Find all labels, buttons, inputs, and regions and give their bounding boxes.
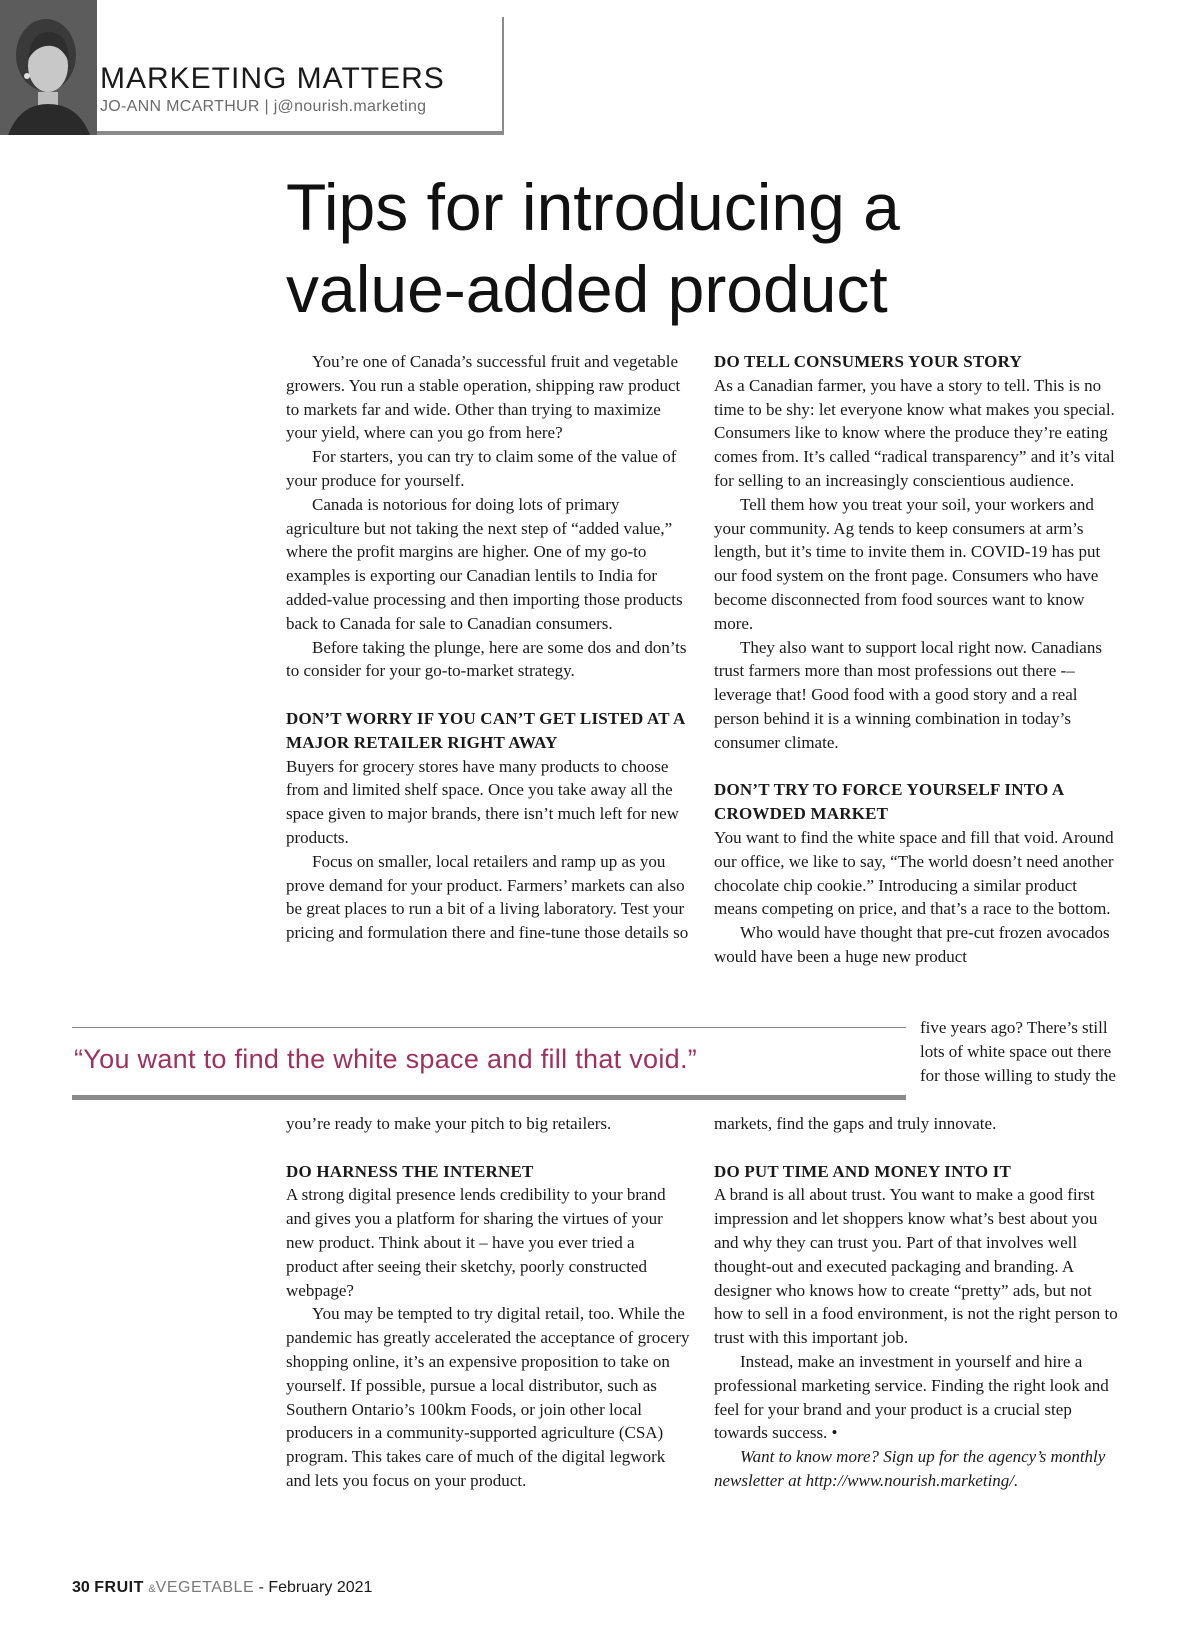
section-heading-internet: DO HARNESS THE INTERNET (286, 1161, 534, 1181)
header-divider-vertical (502, 17, 504, 133)
section4-continuation: markets, find the gaps and truly innovate. (714, 1114, 997, 1133)
closing-note: Want to know more? Sign up for the agency’s monthly newsletter at http://www.nourish.marketing/. (714, 1447, 1106, 1490)
magazine-name-ampersand: & (148, 1583, 156, 1595)
right-column-upper (714, 350, 1118, 969)
column-title: MARKETING MATTERS (100, 62, 445, 95)
headline-line-1: Tips for introducing a (286, 170, 900, 244)
section-heading-time-money: DO PUT TIME AND MONEY INTO IT (714, 1161, 1012, 1181)
pull-quote-top-rule (72, 1027, 906, 1028)
section-heading-crowded-market: DON’T TRY TO FORCE YOURSELF INTO A CROWDED MARKET (714, 780, 1064, 824)
section3-paragraph-3: They also want to support local right now. Canadians trust farmers more than most professions out there -– leverage that! Good food with a good story and a real person behind it is a winning combination in today’s consumer climate. (714, 637, 1102, 752)
page-footer (72, 1579, 372, 1597)
section1-continuation: you’re ready to make your pitch to big retailers. (286, 1114, 612, 1133)
magazine-name-fruit: FRUIT (94, 1579, 144, 1596)
author-photo (0, 0, 97, 135)
section2-paragraph-2: You may be tempted to try digital retail, too. While the pandemic has greatly accelerated the acceptance of grocery shopping online, it’s an expensive proposition to take on yourself. If possible, pursue a local distributor, such as Southern Ontario’s 100km Foods, or join other local producers in a community-supported agriculture (CSA) program. This takes care of much of the digital legwork and lets you focus on your product. (286, 1304, 690, 1490)
section4-wrap-text: five years ago? There’s still lots of white space out there for those willing to study the (920, 1018, 1116, 1085)
left-column-upper (286, 350, 690, 945)
column-header (100, 64, 500, 116)
issue-date: - February 2021 (258, 1579, 373, 1596)
intro-paragraph-4: Before taking the plunge, here are some dos and don’ts to consider for your go-to-market strategy. (286, 637, 687, 681)
magazine-name-vegetable: VEGETABLE (155, 1579, 255, 1596)
pull-quote: “You want to find the white space and fill that void.” (74, 1044, 698, 1074)
section4-paragraph-2: Who would have thought that pre-cut frozen avocados would have been a huge new product (714, 923, 1110, 966)
article-headline (286, 166, 1146, 330)
headline-line-2: value-added product (286, 252, 888, 326)
page-number: 30 (72, 1579, 90, 1596)
section5-paragraph-2: Instead, make an investment in yourself and hire a professional marketing service. Finding the right look and feel for your brand and your product is a crucial step towards success. • (714, 1351, 1109, 1443)
section5-paragraph-1: A brand is all about trust. You want to make a good first impression and let shoppers know what’s best about you and why they can trust you. Part of that involves well thought-out and executed packaging and branding. A designer who knows how to create “pretty” ads, but not how to sell in a food environment, is not the right person to trust with this important job. (714, 1185, 1118, 1348)
pull-quote-bottom-rule (72, 1095, 906, 1100)
intro-paragraph-2: For starters, you can try to claim some of the value of your produce for yourself. (286, 447, 677, 490)
intro-paragraph-1: You’re one of Canada’s successful fruit and vegetable growers. You run a stable operation, shipping raw product to markets far and wide. Other than trying to maximize your yield, where can you go from here? (286, 352, 681, 443)
left-column-lower (286, 1112, 690, 1493)
section1-paragraph-1: Buyers for grocery stores have many products to choose from and limited shelf space. Once you take away all the space given to major brands, there isn’t much left for new products. (286, 756, 679, 847)
section2-paragraph-1: A strong digital presence lends credibility to your brand and gives you a platform for sharing the virtues of your new product. Think about it – have you ever tried a product after seeing their sketchy, poorly constructed webpage? (286, 1185, 666, 1300)
section1-paragraph-2: Focus on smaller, local retailers and ramp up as you prove demand for your product. Farmers’ markets can also be great places to run a bit of a living laboratory. Test your pricing and formulation there and fine-tune those details so (286, 851, 689, 943)
section3-paragraph-1: As a Canadian farmer, you have a story to tell. This is no time to be shy: let everyone know what makes you special. Consumers like to know where the produce they’re eating comes from. It’s called “radical transparency” and it’s vital for selling to an increasingly conscientious audience. (714, 375, 1115, 490)
section-heading-dont-worry: DON’T WORRY IF YOU CAN’T GET LISTED AT A MAJOR RETAILER RIGHT AWAY (286, 708, 685, 752)
intro-paragraph-3: Canada is notorious for doing lots of primary agriculture but not taking the next step of “added value,” where the profit margins are higher. One of my go-to examples is exporting our Canadian lentils to India for added-value processing and then importing those products back to Canada for sale to Canadian consumers. (286, 494, 683, 633)
section3-paragraph-2: Tell them how you treat your soil, your workers and your community. Ag tends to keep consumers at arm’s length, but it’s time to invite them in. COVID-19 has put our food system on the front page. Consumers who have become disconnected from food sources want to know more. (714, 494, 1101, 633)
section-heading-tell-story: DO TELL CONSUMERS YOUR STORY (714, 352, 1022, 371)
section4-paragraph-1: You want to find the white space and fill that void. Around our office, we like to say, “The world doesn’t need another chocolate chip cookie.” Introducing a similar product means competing on price, and that’s a race to the bottom. (714, 827, 1114, 919)
header-divider-horizontal (97, 131, 504, 135)
right-column-lower (714, 1112, 1118, 1493)
author-byline: JO-ANN MCARTHUR | j@nourish.marketing (100, 98, 427, 115)
